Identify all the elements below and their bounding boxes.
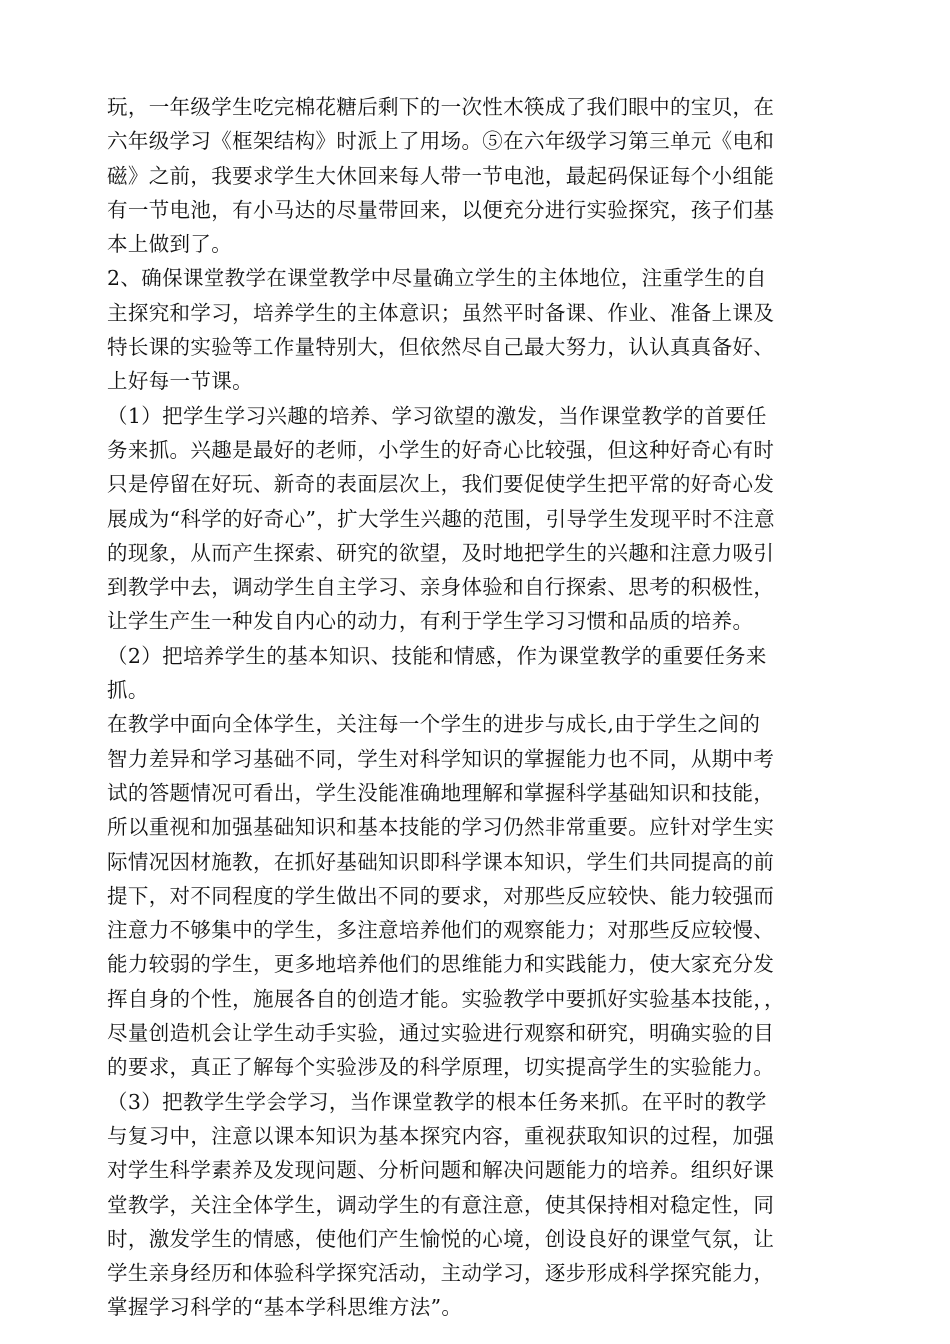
text-line: 抓。 xyxy=(107,678,149,703)
section-heading-line: 2、确保课堂教学在课堂教学中尽量确立学生的主体地位，注重学生的自 xyxy=(107,266,767,291)
text-line: 堂教学，关注全体学生，调动学生的有意注意，使其保持相对稳定性，同 xyxy=(107,1192,775,1217)
subsection-line-1: （1）把学生学习兴趣的培养、学习欲望的激发，当作课堂教学的首要任 xyxy=(107,403,767,428)
text-line: 际情况因材施教，在抓好基础知识即科学课本知识，学生们共同提高的前 xyxy=(107,849,775,874)
text-line: 试的答题情况可看出，学生没能准确地理解和掌握科学基础知识和技能， xyxy=(107,780,775,805)
text-line: 有一节电池，有小马达的尽量带回来，以便充分进行实验探究，孩子们基 xyxy=(107,197,775,222)
text-line: 玩，一年级学生吃完棉花糖后剩下的一次性木筷成了我们眼中的宝贝，在 xyxy=(107,95,775,119)
text-line: 对学生科学素养及发现问题、分析问题和解决问题能力的培养。组织好课 xyxy=(107,1158,775,1183)
text-line: 挥自身的个性，施展各自的创造才能。实验教学中要抓好实验基本技能，， xyxy=(107,986,785,1011)
subsection-line-2: （2）把培养学生的基本知识、技能和情感，作为课堂教学的重要任务来 xyxy=(107,643,767,668)
text-line: 与复习中，注意以课本知识为基本探究内容，重视获取知识的过程，加强 xyxy=(107,1123,775,1148)
text-line: 时，激发学生的情感，使他们产生愉悦的心境，创设良好的课堂气氛，让 xyxy=(107,1226,775,1251)
text-line: 特长课的实验等工作量特别大，但依然尽自己最大努力，认认真真备好、 xyxy=(107,335,775,360)
text-line: 尽量创造机会让学生动手实验，通过实验进行观察和研究，明确实验的目 xyxy=(107,1021,775,1046)
text-line: 所以重视和加强基础知识和基本技能的学习仍然非常重要。应针对学生实 xyxy=(107,815,775,840)
text-line: 提下，对不同程度的学生做出不同的要求，对那些反应较快、能力较强而 xyxy=(107,883,775,908)
text-line: 掌握学习科学的“基本学科思维方法”。 xyxy=(107,1295,463,1320)
text-line: 务来抓。兴趣是最好的老师，小学生的好奇心比较强，但这种好奇心有时 xyxy=(107,437,775,462)
text-line: 让学生产生一种发自内心的动力，有利于学生学习习惯和品质的培养。 xyxy=(107,609,754,634)
text-line: 上好每一节课。 xyxy=(107,369,253,394)
text-line: 注意力不够集中的学生，多注意培养他们的观察能力；对那些反应较慢、 xyxy=(107,918,775,943)
text-line: 主探究和学习，培养学生的主体意识；虽然平时备课、作业、准备上课及 xyxy=(107,300,775,325)
text-line: 学生亲身经历和体验科学探究活动，主动学习，逐步形成科学探究能力， xyxy=(107,1261,775,1286)
text-line: 本上做到了。 xyxy=(107,232,233,257)
text-line: 能力较弱的学生，更多地培养他们的思维能力和实践能力，使大家充分发 xyxy=(107,952,775,977)
text-line: 的要求，真正了解每个实验涉及的科学原理，切实提高学生的实验能力。 xyxy=(107,1055,775,1080)
text-line: 智力差异和学习基础不同，学生对科学知识的掌握能力也不同，从期中考 xyxy=(107,746,775,771)
text-line: 只是停留在好玩、新奇的表面层次上，我们要促使学生把平常的好奇心发 xyxy=(107,472,775,497)
text-line: 到教学中去，调动学生自主学习、亲身体验和自行探索、思考的积极性， xyxy=(107,575,775,600)
text-line: 展成为“科学的好奇心”，扩大学生兴趣的范围，引导学生发现平时不注意 xyxy=(107,506,776,531)
text-line: 六年级学习《框架结构》时派上了用场。⑤在六年级学习第三单元《电和 xyxy=(107,129,775,154)
document-page xyxy=(107,90,857,1325)
subsection-line-3: （3）把教学生学会学习，当作课堂教学的根本任务来抓。在平时的教学 xyxy=(107,1089,767,1114)
text-line: 磁》之前，我要求学生大休回来每人带一节电池，最起码保证每个小组能 xyxy=(107,163,775,188)
text-line: 在教学中面向全体学生，关注每一个学生的进步与成长,由于学生之间的 xyxy=(107,712,761,737)
text-line: 的现象，从而产生探索、研究的欲望，及时地把学生的兴趣和注意力吸引 xyxy=(107,540,775,565)
